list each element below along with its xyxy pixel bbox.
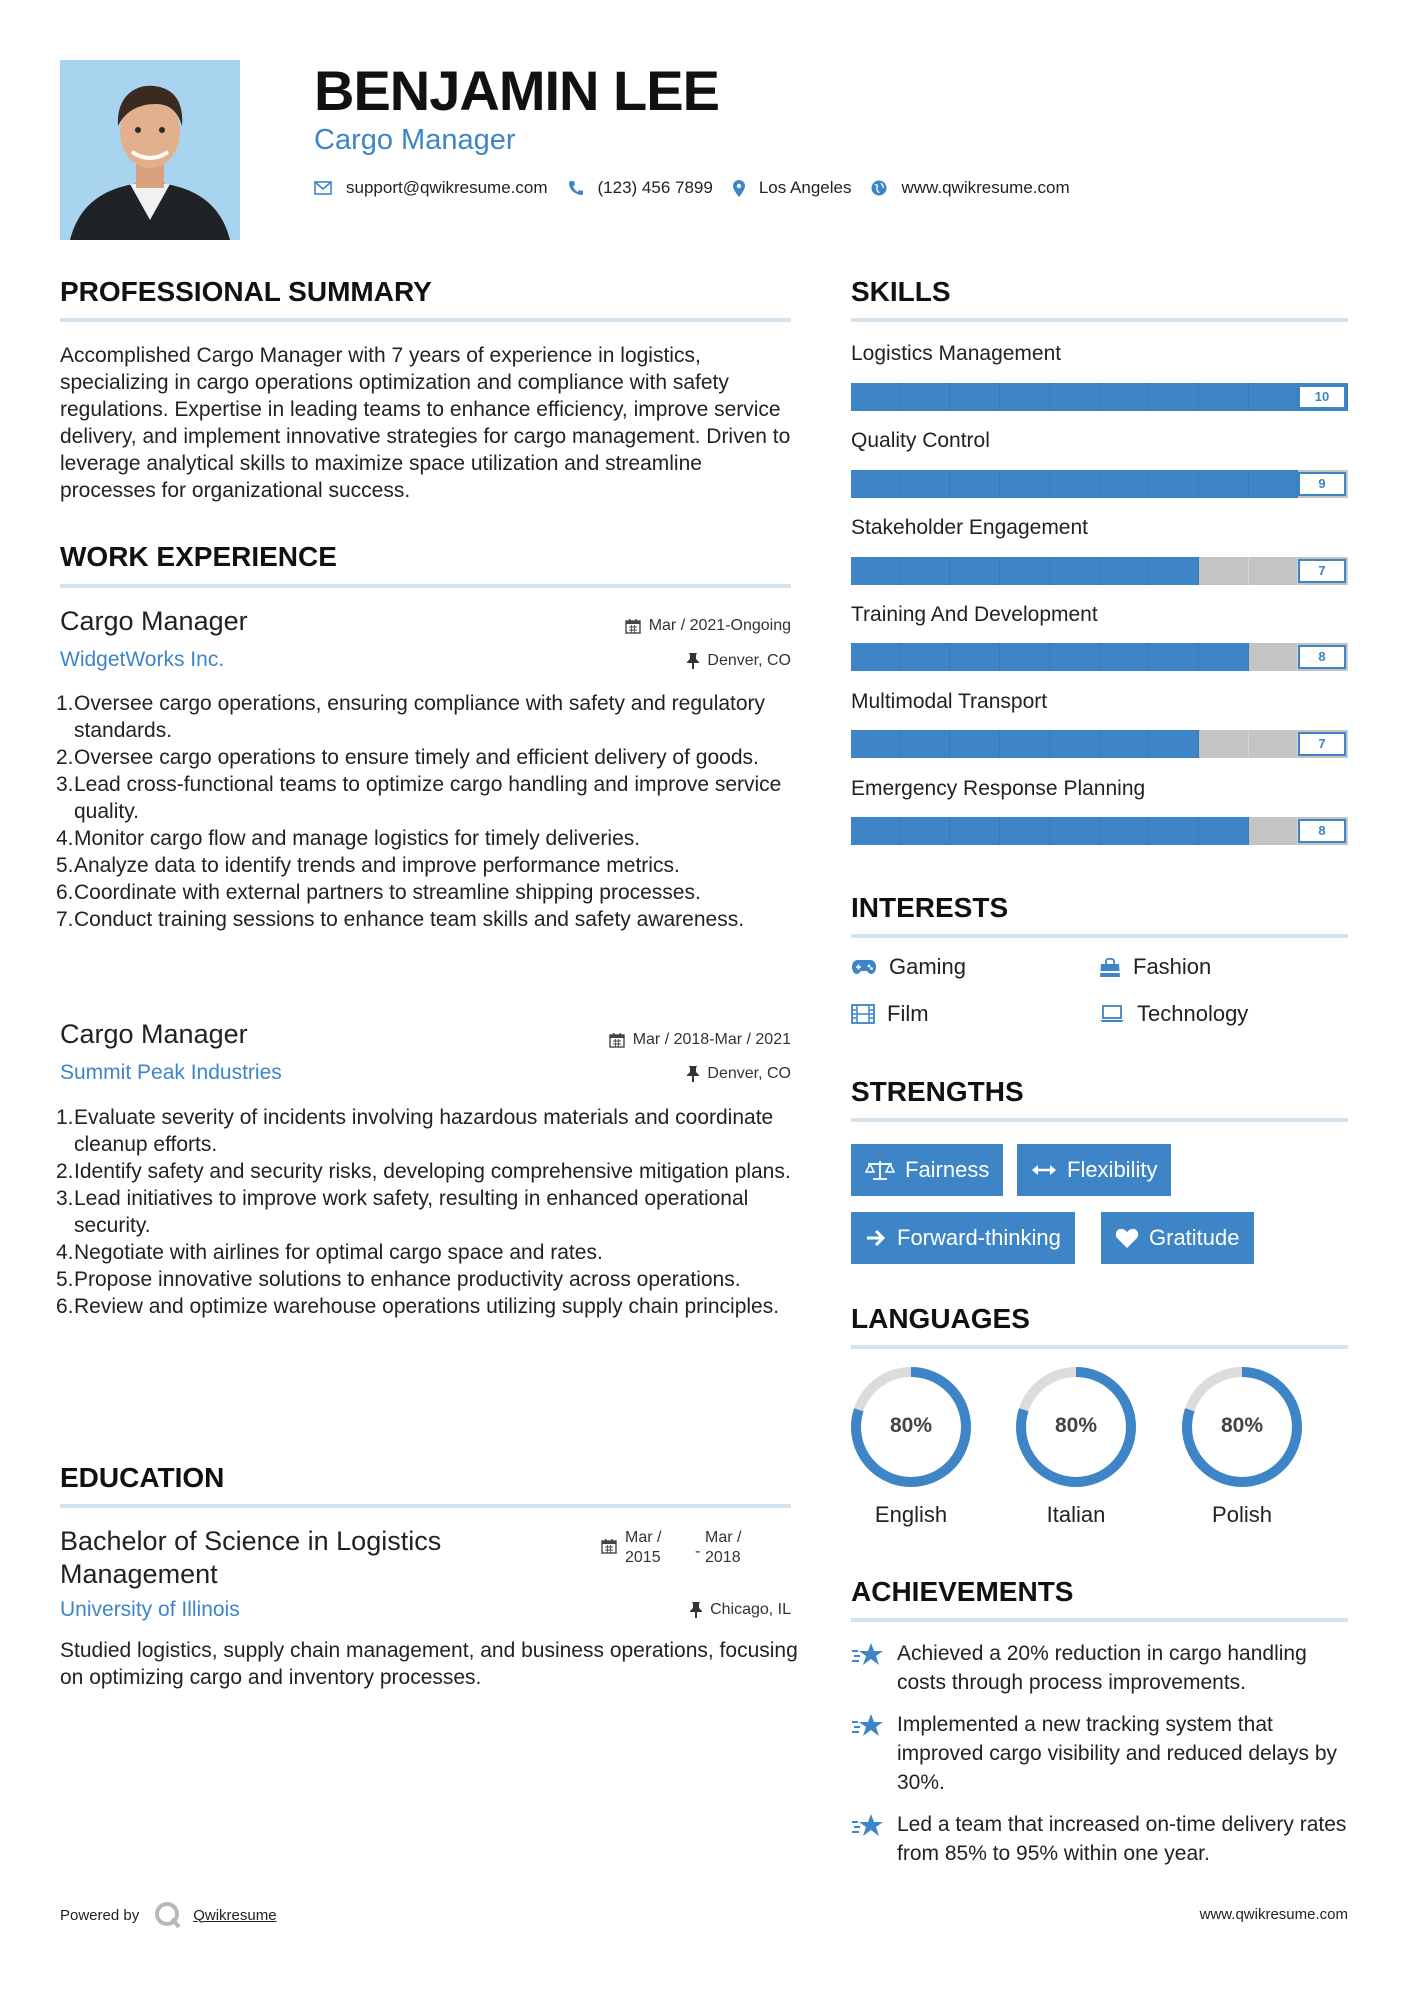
interests-rule [851,934,1348,938]
powered-by-text: Powered by [60,1906,140,1924]
email-text: support@qwikresume.com [346,178,548,197]
skill-bar-segment [1000,817,1050,845]
skill-name: Quality Control [851,429,990,452]
skill-bar-segment [901,470,951,498]
skill-bar-segment [1249,643,1299,671]
skill-bar-segment [1249,730,1299,758]
summary-heading: PROFESSIONAL SUMMARY [60,276,432,307]
education-location [690,1601,791,1619]
skill-bar-segment [950,557,1000,585]
calendar-icon [625,618,641,634]
profile-photo [60,60,240,240]
skill-bar-segment [1050,557,1100,585]
skill-bar-segment [1249,817,1299,845]
footer-url[interactable]: www.qwikresume.com [1199,1906,1348,1923]
job-1-responsibilities [56,690,792,933]
languages-rule [851,1345,1348,1349]
skills-heading: SKILLS [851,276,951,307]
skill-bar-segment [851,557,901,585]
achievement-text: Implemented a new tracking system that improved cargo visibility and reduced delays by 30%. [897,1713,1338,1794]
strength-label: Fairness [905,1157,990,1182]
education-location-text: Chicago, IL [710,1601,791,1618]
education-heading: EDUCATION [60,1462,225,1493]
phone-icon [568,180,584,196]
calendar-icon [609,1032,625,1048]
job-2-dates [609,1031,791,1049]
skill-bar-segment [901,557,951,585]
strength-tag [851,1212,1075,1264]
skill-bar-segment [1149,643,1199,671]
candidate-title: Cargo Manager [314,124,516,156]
list-item: 5. Analyze data to identify trends and improve performance metrics. [56,854,680,877]
achievement-item [851,1710,1357,1797]
languages-heading: LANGUAGES [851,1303,1030,1334]
experience-rule [60,584,791,588]
job-2-location [687,1065,791,1083]
education-end-date: Mar / 2018 [705,1529,742,1566]
list-item: 6. Coordinate with external partners to streamline shipping processes. [56,881,701,904]
arrow-right-icon [865,1228,887,1248]
skill-bar-segment [1199,817,1249,845]
balance-scale-icon [865,1159,895,1181]
skill-name: Stakeholder Engagement [851,516,1088,539]
skill-bar-segment [1149,817,1199,845]
contact-bar [314,178,1090,198]
skill-bar-segment [1100,817,1150,845]
strength-label: Flexibility [1067,1157,1158,1182]
achievement-text: Achieved a 20% reduction in cargo handling costs through process improvements. [897,1642,1307,1694]
job-1-company: WidgetWorks Inc. [60,648,225,671]
skill-bar [851,557,1348,585]
education-dates [601,1528,765,1568]
skill-bar-segment [1149,470,1199,498]
candidate-name: BENJAMIN LEE [314,59,719,122]
job-2-location-text: Denver, CO [707,1065,791,1082]
skill-bar-segment [901,383,951,411]
language-percent: 80% [1220,1414,1264,1437]
contact-location [733,178,852,198]
skill-bar-segment [1149,383,1199,411]
contact-phone[interactable] [568,178,713,198]
achievements-rule [851,1618,1348,1622]
skill-bar-segment [1050,730,1100,758]
film-icon [851,1004,875,1024]
envelope-icon [314,181,332,195]
skill-bar-segment [1100,643,1150,671]
interest-label: Technology [1137,1001,1249,1026]
interests-heading: INTERESTS [851,892,1009,923]
language-name: Italian [1046,1502,1106,1527]
skill-name: Multimodal Transport [851,690,1048,713]
list-item: 3. Lead initiatives to improve work safety, resulting in enhanced operational security. [56,1187,749,1237]
skill-bar-segment [950,470,1000,498]
skill-bar-segment [950,730,1000,758]
location-text: Los Angeles [758,178,852,197]
list-item: 3. Lead cross-functional teams to optimize cargo handling and improve service quality. [56,773,782,823]
skill-bar-segment [1000,730,1050,758]
pushpin-icon [690,1602,702,1618]
interest-item [851,1001,929,1027]
job-2-company: Summit Peak Industries [60,1061,282,1084]
skill-level-badge: 8 [1298,645,1346,669]
achievement-text: Led a team that increased on-time delivery rates from 85% to 95% within one year. [897,1813,1347,1865]
skill-level-badge: 7 [1298,559,1346,583]
date-separator: - [695,1543,701,1560]
skill-bar-segment [1199,557,1249,585]
skill-bar-segment [901,730,951,758]
school-name: University of Illinois [60,1598,240,1621]
skill-bar-segment [851,730,901,758]
skill-bar-segment [851,817,901,845]
skill-bar [851,817,1348,845]
list-item: 4. Negotiate with airlines for optimal cargo space and rates. [56,1241,603,1264]
globe-icon [871,180,887,196]
skill-bar-segment [901,817,951,845]
skill-bar-segment [1199,383,1249,411]
footer-powered-by [60,1900,277,1930]
arrows-horizontal-icon [1031,1163,1057,1177]
skill-bar [851,383,1348,411]
education-start-date: Mar / 2015 [625,1529,662,1566]
skill-bar-segment [1199,643,1249,671]
experience-heading: WORK EXPERIENCE [60,541,337,572]
achievements-heading: ACHIEVEMENTS [851,1576,1074,1607]
pushpin-icon [687,1066,699,1082]
skill-bar-segment [901,643,951,671]
skill-bar-segment [950,817,1000,845]
list-item: 4. Monitor cargo flow and manage logistics for timely deliveries. [56,827,641,850]
skill-bar-segment [950,383,1000,411]
qwikresume-link[interactable]: Qwikresume [193,1906,277,1924]
shooting-star-icon [851,1641,885,1669]
job-1-dates [625,617,791,635]
skill-bar-segment [1000,383,1050,411]
skill-bar-segment [851,383,901,411]
skill-level-badge: 10 [1298,385,1346,409]
list-item: 7. Conduct training sessions to enhance team skills and safety awareness. [56,908,745,931]
skill-bar [851,730,1348,758]
strengths-rule [851,1118,1348,1122]
summary-rule [60,318,791,322]
skill-bar-segment [1100,730,1150,758]
skill-bar-segment [1050,383,1100,411]
job-1-location-text: Denver, CO [707,652,791,669]
skill-bar-segment [851,470,901,498]
job-1-location [687,652,791,670]
laptop-icon [1099,1005,1125,1023]
skill-level-badge: 7 [1298,732,1346,756]
language-name: Polish [1212,1502,1272,1527]
heart-icon [1115,1227,1139,1249]
strengths-heading: STRENGTHS [851,1076,1024,1107]
pushpin-icon [687,653,699,669]
skill-bar-segment [1100,557,1150,585]
gamepad-icon [851,959,877,975]
skill-bar-segment [1100,383,1150,411]
job-1-title: Cargo Manager [60,606,248,636]
interest-label: Gaming [889,954,967,979]
skill-bar-segment [1000,643,1050,671]
list-item: 5. Propose innovative solutions to enhance productivity across operations. [56,1268,741,1291]
skill-bar-segment [1149,730,1199,758]
skill-bar-segment [1249,383,1299,411]
interest-label: Fashion [1133,954,1212,979]
skill-bar-segment [1199,470,1249,498]
skill-bar-segment [950,643,1000,671]
contact-email[interactable] [314,178,548,198]
language-percent: 80% [1054,1414,1098,1437]
job-2-title: Cargo Manager [60,1019,248,1049]
skill-level-badge: 9 [1298,472,1346,496]
skill-bar-segment [1000,557,1050,585]
skill-bar-segment [1149,557,1199,585]
website-text: www.qwikresume.com [901,178,1070,197]
strength-tag [851,1144,1003,1196]
shopping-bag-icon [1099,956,1121,978]
skill-name: Training And Development [851,603,1098,626]
list-item: 6. Review and optimize warehouse operations utilizing supply chain principles. [56,1295,780,1318]
list-item: 2. Oversee cargo operations to ensure timely and efficient delivery of goods. [56,746,759,769]
list-item: 2. Identify safety and security risks, developing comprehensive mitigation plans. [56,1160,791,1183]
job-1-dates-text: Mar / 2021-Ongoing [648,617,791,634]
skill-bar-segment [1050,643,1100,671]
list-item: 1. Oversee cargo operations, ensuring compliance with safety and regulatory standards. [56,692,766,742]
phone-text: (123) 456 7899 [597,178,713,197]
job-2-responsibilities [56,1104,792,1320]
skill-level-badge: 8 [1298,819,1346,843]
strength-tag [1017,1144,1171,1196]
skill-bar-segment [1050,817,1100,845]
skill-bar [851,470,1348,498]
strength-label: Gratitude [1149,1225,1240,1250]
strength-label: Forward-thinking [897,1225,1061,1250]
degree-title: Bachelor of Science in Logistics Management [60,1526,442,1589]
qwikresume-logo-icon [153,1900,183,1930]
skill-bar-segment [1249,470,1299,498]
interest-label: Film [887,1001,929,1026]
education-rule [60,1504,791,1508]
interest-item [851,954,966,980]
job-2-dates-text: Mar / 2018-Mar / 2021 [632,1031,791,1048]
skills-rule [851,318,1348,322]
contact-website[interactable] [871,178,1069,198]
summary-text: Accomplished Cargo Manager with 7 years of experience in logistics, specializing in cargo operations optimization and compliance with safety regulations. Expertise in leading teams to enhance efficiency, improve service delivery, and implement innovative strategies for cargo management. Driven to leverage analytical skills to maximize space utilization and streamline processes for organizational success. [60,344,791,502]
skill-bar-segment [1000,470,1050,498]
skill-bar-segment [1100,470,1150,498]
calendar-icon [601,1538,617,1554]
strength-tag [1101,1212,1254,1264]
interest-item [1099,1001,1248,1027]
skill-bar-segment [1050,470,1100,498]
education-description: Studied logistics, supply chain management, and business operations, focusing on optimizing cargo and inventory processes. [60,1639,798,1689]
skill-bar [851,643,1348,671]
map-marker-icon [733,180,745,197]
interest-item [1099,954,1211,980]
achievement-item [851,1810,1357,1868]
skill-bar-segment [1249,557,1299,585]
list-item: 1. Evaluate severity of incidents involving hazardous materials and coordinate cleanup efforts. [56,1106,774,1156]
skill-name: Emergency Response Planning [851,777,1146,800]
skill-name: Logistics Management [851,342,1062,365]
language-name: English [874,1502,948,1527]
shooting-star-icon [851,1712,885,1740]
language-percent: 80% [889,1414,933,1437]
achievement-item [851,1639,1357,1697]
skill-bar-segment [1199,730,1249,758]
shooting-star-icon [851,1812,885,1840]
skill-bar-segment [851,643,901,671]
